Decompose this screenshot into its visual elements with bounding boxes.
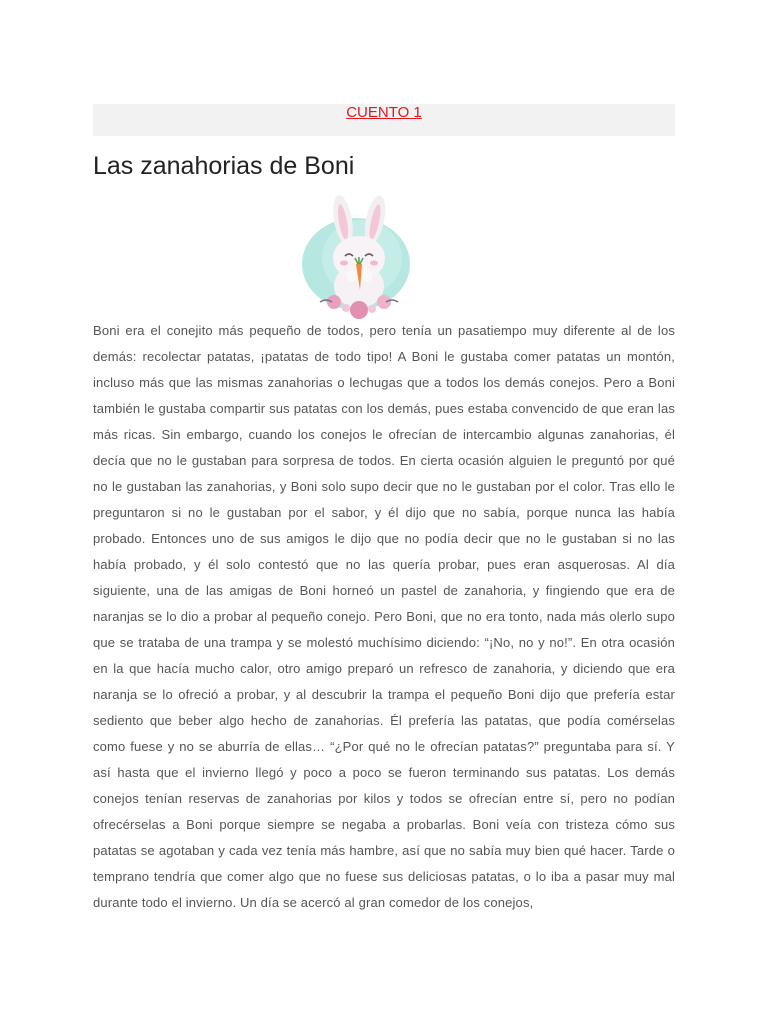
bunny-right-cheek <box>370 261 378 266</box>
bunny-left-paw <box>347 270 357 282</box>
story-body-text: Boni era el conejito más pequeño de todos, pero tenía un pasatiempo muy diferente al de los demás: recolectar patatas, ¡patatas de todo tipo! A Boni le gustaba comer patatas un montón, incluso más que las mismas zanahorias o lechugas que a todos los demás conejos. Pero a Boni también le gustaba compartir sus patatas con los demás, pues estaba convencido de que eran las más ricas. Sin embargo, cuando los conejos le ofrecían de intercambio algunas zanahorias, él decía que no le gustaban para sorpresa de todos. En cierta ocasión alguien le preguntó por qué no le gustaban las zanahorias, y Boni solo supo decir que no le gustaban por el color. Tras ello le preguntaron si no le gustaban por el sabor, y él dijo que no sabía, porque nunca las había probado. Entonces uno de sus amigos le dijo que no podía decir que no le gustaban si no las había probado, y él solo contestó que no las quería probar, pues eran asquerosas. Al día siguiente, una de las amigas de Boni horneó un pastel de zanahoria, y fingiendo que era de naranjas se lo dio a probar al pequeño conejo. Pero Boni, que no era tonto, nada más olerlo supo que se trataba de una trampa y se molestó muchísimo diciendo: “¡No, no y no!”. En otra ocasión en la que hacía mucho calor, otro amigo preparó un refresco de zanahoria, y diciendo que era naranja se lo ofreció a probar, y al descubrir la trampa el pequeño Boni dijo que prefería estar sediento que beber algo hecho de zanahorias. Él prefería las patatas, que podía comérselas como fuese y no se aburría de ellas… “¿Por qué no le ofrecían patatas?” preguntaba para sí. Y así hasta que el invierno llegó y poco a poco se fueron terminando sus patatas. Los demás conejos tenían reservas de zanahorias por kilos y todos se ofrecían entre sí, pero no podían ofrecérselas a Boni porque siempre se negaba a probarlas. Boni veía con tristeza cómo sus patatas se agotaban y cada vez tenía más hambre, así que no sabía muy bien qué hacer. Tarde o temprano tendría que comer algo que no fuese sus deliciosas patatas, o lo iba a pasar muy mal durante todo el invierno. Un día se acercó al gran comedor de los conejos, <box>93 323 675 910</box>
bunny-left-cheek <box>340 261 348 266</box>
flower-small-right <box>368 305 376 313</box>
story-title: Las zanahorias de Boni <box>93 152 355 180</box>
bunny-right-paw <box>362 270 372 282</box>
bunny-holding-carrot-icon <box>272 192 438 324</box>
story-header-band <box>93 104 675 136</box>
flower-small-left <box>342 304 350 312</box>
flower-right <box>377 295 391 309</box>
story-number-link[interactable]: CUENTO 1 <box>346 104 422 121</box>
flower-left <box>327 295 341 309</box>
flower-center <box>350 301 368 319</box>
